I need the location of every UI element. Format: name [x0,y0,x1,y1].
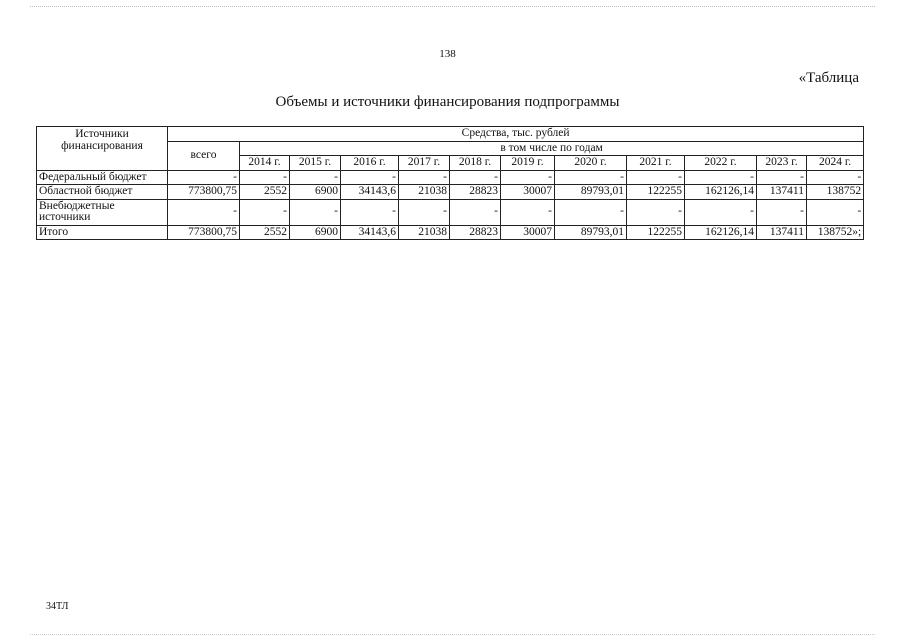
table-cell: - [240,170,290,185]
table-cell: - [290,199,341,225]
table-row-total [37,225,864,240]
table-cell: 34143,6 [341,185,399,200]
table-cell: - [399,199,450,225]
row-source-label: Федеральный бюджет [37,170,168,185]
table-cell: - [685,170,757,185]
table-row [37,199,864,225]
sources-header: Источники финансирования [37,127,168,171]
row-total-cell: - [168,170,240,185]
table-row [37,170,864,185]
table-cell: 21038 [399,185,450,200]
row-total-cell: 773800,75 [168,185,240,200]
table-cell: - [290,170,341,185]
table-cell: - [757,170,807,185]
table-cell: 6900 [290,225,341,240]
row-total-cell: 773800,75 [168,225,240,240]
year-header: 2021 г. [627,156,685,171]
scan-artifact-top [30,6,875,7]
table-cell: - [240,199,290,225]
table-cell: 21038 [399,225,450,240]
year-header: 2018 г. [450,156,501,171]
row-source-label: Областной бюджет [37,185,168,200]
table-cell: - [685,199,757,225]
year-header: 2016 г. [341,156,399,171]
table-cell: - [807,199,864,225]
table-cell: - [450,170,501,185]
table-cell: 30007 [501,225,555,240]
table-cell: 89793,01 [555,225,627,240]
table-cell: 28823 [450,185,501,200]
table-cell: - [757,199,807,225]
table-cell: 162126,14 [685,185,757,200]
table-cell: 137411 [757,225,807,240]
table-cell: - [807,170,864,185]
table-cell: - [501,170,555,185]
table-cell: 122255 [627,185,685,200]
year-header: 2024 г. [807,156,864,171]
funds-header: Средства, тыс. рублей [168,127,864,142]
scan-artifact-bottom [30,634,875,635]
table-cell: 138752»; [807,225,864,240]
table-cell: 2552 [240,225,290,240]
table-cell: - [501,199,555,225]
table-cell: 28823 [450,225,501,240]
page-title: Объемы и источники финансирования подпрограммы [275,94,620,110]
by-year-header: в том числе по годам [240,141,864,156]
table-cell: 162126,14 [685,225,757,240]
row-source-label: Внебюджетные источники [37,199,168,225]
table-cell: 2552 [240,185,290,200]
table-cell: 137411 [757,185,807,200]
year-header: 2022 г. [685,156,757,171]
table-cell: 89793,01 [555,185,627,200]
table-cell: - [555,199,627,225]
table-cell: 138752 [807,185,864,200]
year-header: 2017 г. [399,156,450,171]
table-cell: 30007 [501,185,555,200]
year-header: 2014 г. [240,156,290,171]
row-total-cell: - [168,199,240,225]
year-header: 2015 г. [290,156,341,171]
financing-table [36,126,864,240]
year-header: 2019 г. [501,156,555,171]
header-row-1 [37,127,864,142]
table-cell: - [627,199,685,225]
page-number: 138 [439,48,456,60]
table-cell: 122255 [627,225,685,240]
footer-code: 34ТЛ [46,601,69,612]
table-cell: 6900 [290,185,341,200]
year-header: 2023 г. [757,156,807,171]
table-cell: - [399,170,450,185]
table-row [37,185,864,200]
total-header: всего [168,141,240,170]
year-header: 2020 г. [555,156,627,171]
table-cell: - [341,170,399,185]
table-cell: - [450,199,501,225]
table-cell: - [627,170,685,185]
table-cell: - [341,199,399,225]
table-cell: - [555,170,627,185]
row-source-label: Итого [37,225,168,240]
table-cell: 34143,6 [341,225,399,240]
table-label: «Таблица [798,70,859,86]
